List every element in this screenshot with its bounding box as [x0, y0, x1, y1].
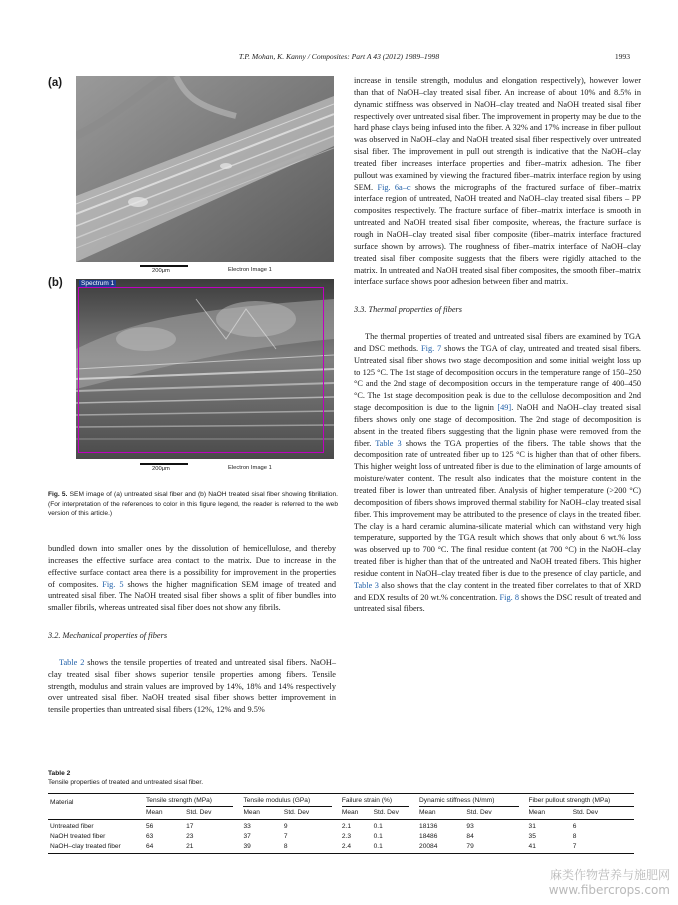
table-cell: 18136 — [419, 822, 438, 830]
col-group-tensile-strength — [144, 794, 241, 809]
text-run: increase in tensile strength, modulus and elongation respectively), however lower than that of NaOH–clay treated sisal fiber. An increase of about 10% and 8.5% in dynamic stiffness was observed in NaOH–clay treated and NaOH treated sisal fiber respectively over untreated sisal fiber. The improvement in property may be due to the hard phase clays being infused into the fiber. A 32% and 17% increase in fiber pullout was observed in NaOH–clay and NaOH treated sisal fiber respectively over untreated sisal fiber. The improvement in pull out strength is indicative that the NaOH–clay treated fiber increases interface properties and fiber–matrix adhesion. The fiber pullout was examined by viewing the fractured fiber–matrix interface region by using SEM. — [354, 76, 641, 192]
table-cell: 7 — [571, 842, 634, 854]
group-label: Tensile strength (MPa) — [146, 797, 233, 807]
table-cell: 2.3 — [341, 832, 351, 840]
scale-bar-line — [140, 463, 188, 465]
subheader-std: Std. Dev — [184, 808, 241, 819]
table-cell: 2.1 — [341, 822, 351, 830]
table-cell: 79 — [464, 842, 526, 854]
spectrum-label: Spectrum 1 — [81, 280, 115, 287]
table-cell: 0.1 — [373, 822, 383, 830]
table-cell: 17 — [186, 822, 194, 830]
text-run: The thermal properties of treated and untreated sisal fibers are examined by TGA and DSC methods. — [354, 332, 641, 353]
col-material: Material — [48, 794, 144, 809]
watermark — [549, 868, 670, 898]
figure-panel-a — [48, 76, 338, 276]
cell-material: Untreated fiber — [50, 822, 94, 830]
table-cell: 6 — [572, 822, 577, 830]
subheader-std: Std. Dev — [282, 808, 340, 819]
table-row — [48, 819, 634, 831]
running-header — [48, 52, 630, 64]
table-row — [48, 831, 634, 842]
table-link[interactable]: Table 3 — [354, 580, 379, 590]
table-subheader-row — [48, 808, 634, 819]
col-group-tensile-modulus — [241, 794, 339, 809]
citation-link[interactable]: [49] — [497, 403, 512, 413]
text-run: shows the DSC result of treated and untreated sisal fibers. — [354, 592, 642, 614]
paragraph — [354, 75, 641, 288]
group-label: Failure strain (%) — [342, 797, 409, 807]
group-label: Dynamic stiffness (N/mm) — [419, 797, 518, 807]
right-column — [354, 75, 641, 615]
subheader-mean: Mean — [241, 808, 281, 819]
table-cell: 8 — [572, 832, 577, 840]
table-link[interactable]: Table 3 — [375, 438, 402, 448]
left-column — [48, 543, 336, 716]
scale-bar-line — [140, 265, 188, 267]
text-run: bundled down into smaller ones by the dissolution of hemicellulose, and thereby increases the effective surface area contact to the matrix. Due to increase in the effective surface contact area there is a possibility for improvement in the properties of composites. — [48, 544, 336, 589]
text-run: . NaOH and NaOH–clay treated sisal fibers shows only one stage of decomposition. The 2nd stage of decomposition is absent in the treated fibers suggesting that the lignin phase were removed from the fiber. — [354, 403, 642, 448]
cell-material: NaOH treated fiber — [50, 832, 106, 840]
figure-link[interactable]: Fig. 5 — [102, 579, 124, 589]
scale-bar-length: 200μm — [152, 268, 170, 274]
col-group-dynamic-stiffness — [417, 794, 526, 809]
subheader-mean: Mean — [340, 808, 372, 819]
table-cell: 93 — [466, 822, 474, 830]
table-header-row — [48, 794, 634, 809]
figure-5 — [48, 76, 338, 476]
col-group-failure-strain — [340, 794, 417, 809]
table-cell: 31 — [528, 822, 536, 830]
table-cell: 21 — [184, 842, 241, 854]
text-run: shows the TGA of clay, untreated and treated sisal fibers. Untreated sisal fiber shows two stage decomposition and some initial weight loss up to 125 °C. The 1st stage of decomposition occurs in the temperature range of 150–250 °C and the 2nd stage of decomposition occurs in the temperature range of 400–450 °C. The 1st stage decomposition peak is due to the cellulose decomposition and 2nd stage decomposition is due to the lignin — [354, 343, 641, 413]
section-heading: 3.3. Thermal properties of fibers — [354, 305, 463, 315]
figure-link[interactable]: Fig. 6a–c — [377, 182, 411, 192]
table-cell: 2.4 — [340, 842, 372, 854]
table-cell: 41 — [527, 842, 571, 854]
caption-text: SEM image of (a) untreated sisal fiber and (b) NaOH treated sisal fiber showing fibrillation. (For interpretation of the references to color in this figure legend, the reader is referred to the web version of this article.) — [48, 491, 339, 518]
image-label: Electron Image 1 — [228, 465, 272, 471]
cell-material: NaOH–clay treated fiber — [48, 842, 144, 854]
figure-caption — [48, 490, 338, 519]
table-cell: 7 — [283, 832, 288, 840]
table-title: Table 2 — [48, 770, 71, 777]
sem-image-untreated-fiber — [76, 76, 334, 262]
subheader-blank — [48, 808, 144, 819]
sem-image-naoh-treated-fiber — [76, 279, 334, 459]
image-label: Electron Image 1 — [228, 267, 272, 273]
panel-b-scalebar — [76, 461, 334, 473]
table-cell: 23 — [186, 832, 194, 840]
watermark-url: www.fibercrops.com — [548, 883, 670, 897]
text-run: shows the micrographs of the fractured surface of fiber–matrix interface region of untreated, NaOH treated and NaOH–clay treated sisal fibers – PP composites respectively. The fracture surface of fiber–matrix interface is smooth in untreated and NaOH treated sisal fiber composite, whereas, the fracture surface is rough in NaOH–clay treated sisal fiber composite (fiber–matrix interface fractured surface shown by arrows). The roughness of fiber–matrix interface of NaOH–clay treated sisal fiber composite suggests that the fibers were rigidly attached to the matrix. In untreated and NaOH treated sisal fiber composites, the smooth fiber–matrix interface surface shows poor adhesion between fiber and matrix. — [354, 182, 642, 287]
table-cell: 64 — [144, 842, 184, 854]
paragraph — [354, 331, 641, 615]
section-heading: 3.2. Mechanical properties of fibers — [48, 631, 168, 641]
table-cell: 56 — [146, 822, 154, 830]
subheader-std: Std. Dev — [464, 808, 526, 819]
table-cell: 0.1 — [373, 832, 383, 840]
subheader-mean: Mean — [417, 808, 464, 819]
text-run: shows the higher magnification SEM image of treated and untreated sisal fiber. The NaOH treated sisal fiber shows a split of fiber bundles into smaller fibrils, whereas untreated sisal fiber does not show any fibrils. — [48, 579, 336, 613]
subheader-mean: Mean — [527, 808, 571, 819]
panel-b-label: (b) — [48, 277, 63, 289]
figure-link[interactable]: Fig. 8 — [499, 592, 519, 602]
table-cell: 33 — [243, 822, 251, 830]
page-number: 1993 — [614, 52, 630, 61]
paragraph — [48, 657, 336, 716]
figure-link[interactable]: Fig. 7 — [421, 343, 442, 353]
table-cell: 35 — [528, 832, 536, 840]
watermark-line: 麻类作物营养与施肥网 — [549, 868, 670, 882]
table-cell: 39 — [241, 842, 281, 854]
paragraph — [48, 543, 336, 614]
subheader-mean: Mean — [144, 808, 184, 819]
table-cell: 84 — [466, 832, 474, 840]
table-2 — [48, 769, 634, 854]
panel-a-scalebar — [76, 263, 334, 275]
table-row — [48, 842, 634, 854]
caption-label: Fig. 5. — [48, 491, 68, 498]
table-cell: 9 — [283, 822, 288, 830]
running-title: T.P. Mohan, K. Kanny / Composites: Part A 43 (2012) 1989–1998 — [238, 52, 440, 61]
text-run: shows the tensile properties of treated and untreated sisal fibers. NaOH–clay treated sisal fiber shows superior tensile properties among fibers. Tensile strength, modulus and strain values are improved by 14%, 18% and 14% respectively over untreated sisal fiber. NaOH treated sisal fiber shows better improvement in tensile properties than untreated sisal fibers (12%, 12% and 9.5% — [48, 657, 337, 715]
table-cell: 8 — [282, 842, 340, 854]
table-cell: 0.1 — [372, 842, 417, 854]
text-run: also shows that the clay content in the treated fiber correlates to that of XRD and EDX results of 20 wt.% concentration. — [354, 580, 642, 602]
tensile-properties-table — [48, 793, 634, 854]
table-cell: 18486 — [419, 832, 438, 840]
text-run: shows the TGA properties of the fibers. The table shows that the decomposition rate of untreated fiber up to 125 °C is higher than that of other fibers. This higher weight loss of untreated fiber is due to the elimination of large amounts of moisture/water content. The result also indicates that the moisture content in the treated fiber is lower than untreated fiber. Analysis of higher temperature (>200 °C) decomposition of fibers shows improved thermal stability for NaOH–clay treated sisal fiber. This improvement may be attributed to the presence of clays in the treated fiber. The clay is a hard ceramic alumina-silicate material which can withstand very high temperature, supported by the TGA result which shows that only about 6 wt.% loss was observed up to 700 °C. The final residue content (at 700 °C) in the NaOH–clay treated fiber is higher than that of the untreated and NaOH treated fibers. This higher residue content in NaOH–clay treated fiber is due to the presence of clay particle, and — [354, 438, 642, 578]
group-label: Fiber pullout strength (MPa) — [529, 797, 634, 807]
scale-bar-length: 200μm — [152, 466, 170, 472]
table-cell: 20084 — [417, 842, 464, 854]
col-group-pullout-strength — [527, 794, 634, 809]
subheader-std: Std. Dev — [571, 808, 634, 819]
subheader-std: Std. Dev — [372, 808, 417, 819]
panel-a-label: (a) — [48, 77, 63, 89]
table-cell: 37 — [243, 832, 251, 840]
figure-panel-b — [48, 276, 338, 476]
sem-untreated-texture — [76, 76, 334, 262]
group-label: Tensile modulus (GPa) — [243, 797, 331, 807]
table-link[interactable]: Table 2 — [59, 657, 85, 667]
spectrum-selection-box — [78, 287, 324, 453]
table-subtitle: Tensile properties of treated and untreated sisal fiber. — [48, 779, 204, 786]
table-cell: 63 — [146, 832, 154, 840]
